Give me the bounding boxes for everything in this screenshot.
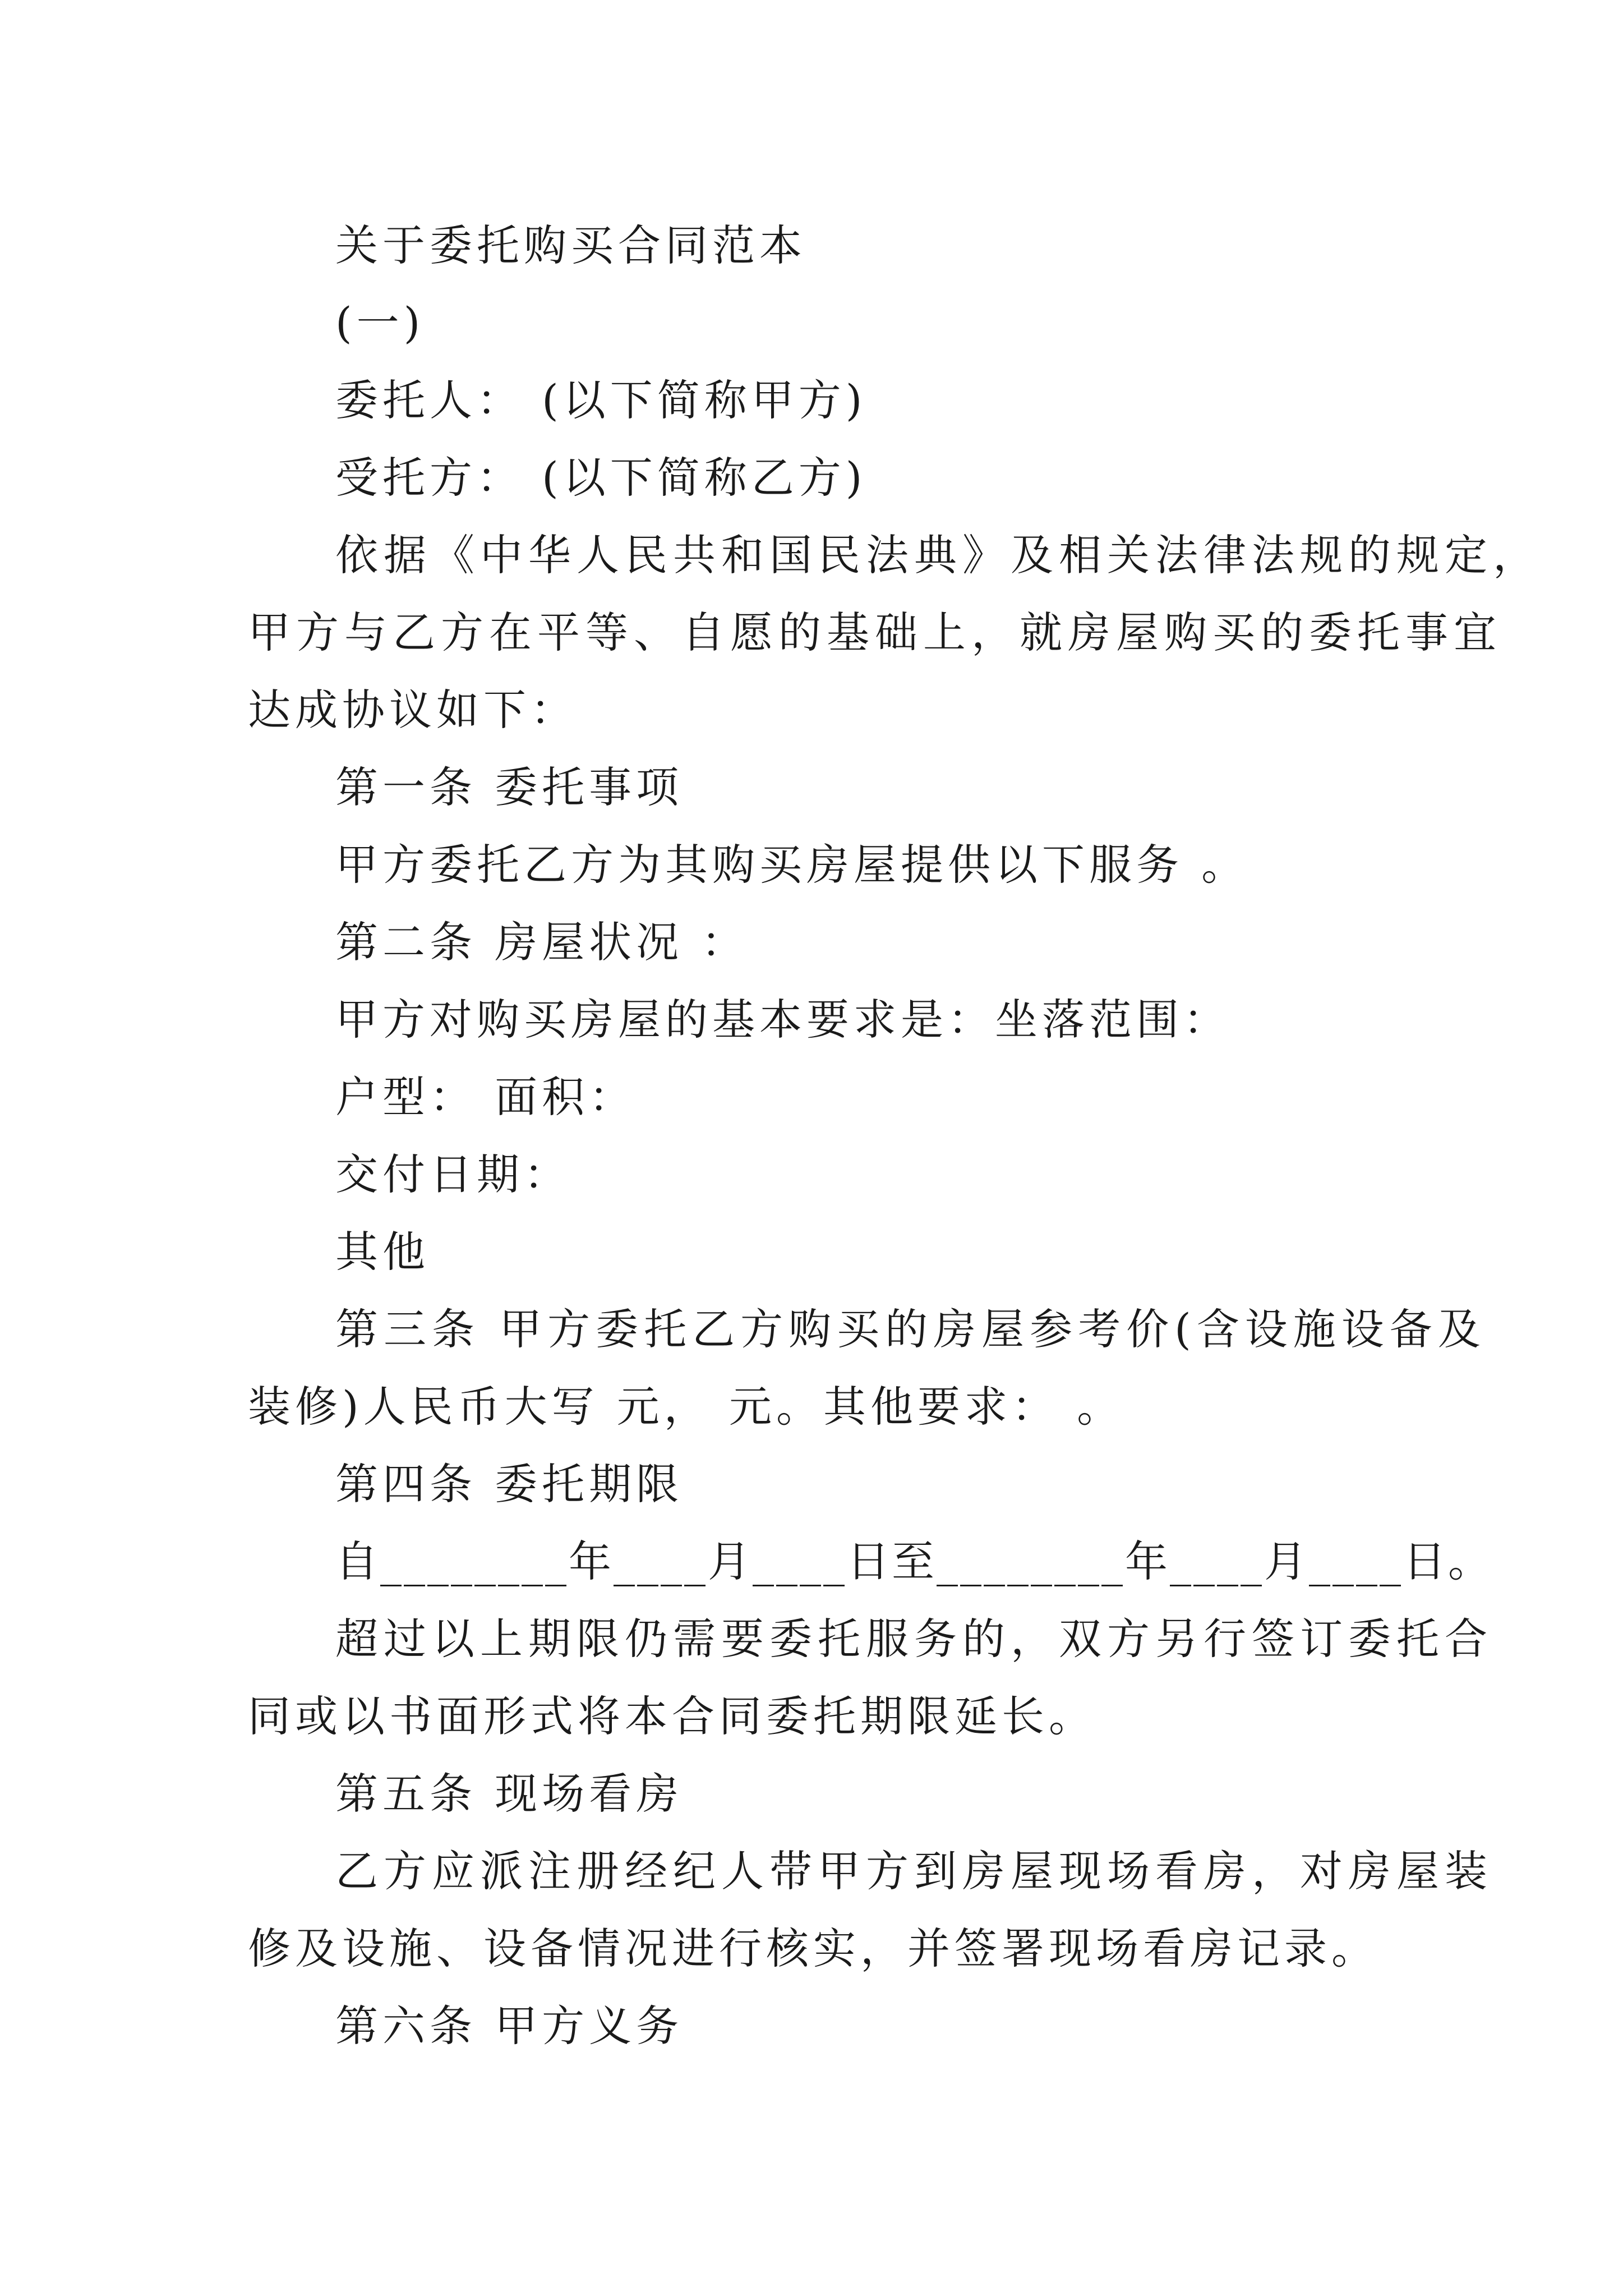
article-3-line-2: 装修)人民币大写 元， 元。其他要求： 。 <box>248 1382 1124 1432</box>
article-6-heading: 第六条 甲方义务 <box>335 2001 684 2051</box>
preamble-line-1: 依据《中华人民共和国民法典》及相关法律法规的规定， <box>335 530 1541 580</box>
article-2-body-other: 其他 <box>335 1227 430 1277</box>
document-title: 关于委托购买合同范本 <box>335 220 806 270</box>
article-1-heading: 第一条 委托事项 <box>335 762 684 812</box>
article-2-body-layout: 户型： 面积： <box>335 1072 637 1122</box>
preamble-line-2: 甲方与乙方在平等、自愿的基础上，就房屋购买的委托事宜 <box>248 608 1502 657</box>
principal-line: 委托人： (以下简称甲方) <box>335 375 867 425</box>
article-4-line-2: 同或以书面形式将本合同委托期限延长。 <box>248 1691 1096 1741</box>
article-3-line-1: 第三条 甲方委托乙方购买的房屋参考价(含设施设备及 <box>335 1304 1486 1354</box>
article-5-heading: 第五条 现场看房 <box>335 1769 684 1819</box>
article-4-heading: 第四条 委托期限 <box>335 1459 684 1509</box>
article-2-heading: 第二条 房屋状况 ： <box>335 917 749 967</box>
article-2-body-delivery: 交付日期： <box>335 1149 571 1199</box>
article-2-body-location: 甲方对购买房屋的基本要求是：坐落范围： <box>335 995 1230 1045</box>
agent-line: 受托方： (以下简称乙方) <box>335 453 867 503</box>
section-number: (一) <box>335 298 425 348</box>
preamble-line-3: 达成协议如下： <box>248 685 578 735</box>
article-1-body: 甲方委托乙方为其购买房屋提供以下服务 。 <box>335 840 1249 890</box>
article-5-line-1: 乙方应派注册经纪人带甲方到房屋现场看房，对房屋装 <box>335 1846 1493 1896</box>
article-5-line-2: 修及设施、设备情况进行核实，并签署现场看房记录。 <box>248 1924 1378 1973</box>
article-4-period: 自________年____月____日至________年____月____日。 <box>335 1536 1493 1586</box>
article-4-line-1: 超过以上期限仍需要委托服务的，双方另行签订委托合 <box>335 1614 1493 1664</box>
